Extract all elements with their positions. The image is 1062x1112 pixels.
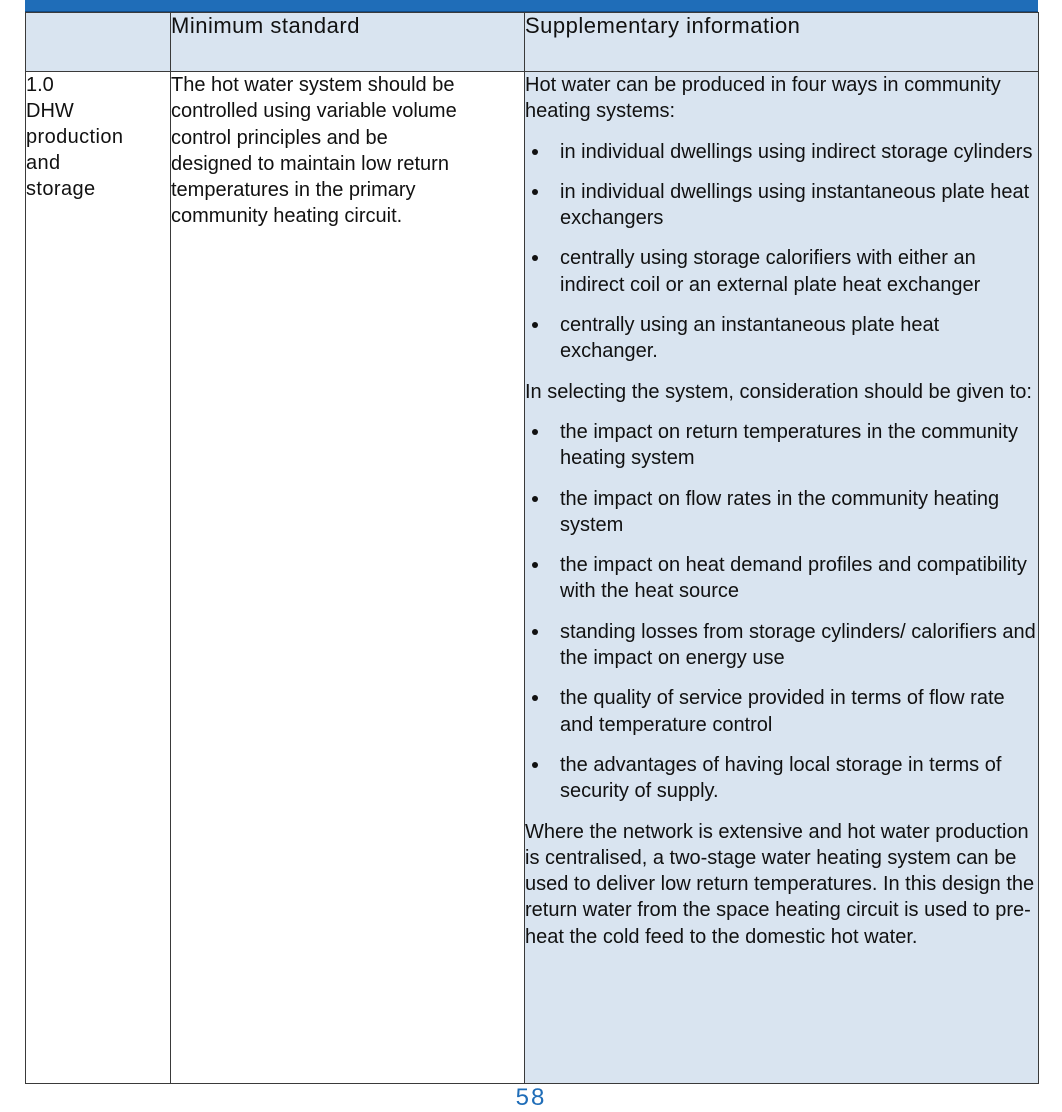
list-item [525,552,1038,605]
list-item [525,312,1038,365]
closing-paragraph: Where the network is extensive and hot water production is centralised, a two-stage water heating system can be used to deliver low return temperatures. In this design the return water from the space heating circuit is used to pre-heat the cold feed to the domestic hot water. [525,820,1035,948]
list-item [525,179,1038,232]
method-text: in individual dwellings using instantaneous plate heat exchangers [560,180,1030,230]
section-title-line: and [26,152,61,174]
supplementary-cell [525,72,1039,1084]
section-title-line: DHW [26,100,74,122]
section-cell [26,72,171,1084]
header-blank-cell [26,13,171,72]
list-item [525,486,1038,539]
top-accent-bar [25,0,1038,12]
consideration-text: the quality of service provided in terms of flow rate and temperature control [560,687,1005,736]
bullet-icon [532,695,538,701]
header-supplementary-information: Supplementary information [525,13,1039,72]
bullet-icon [532,255,538,261]
list-item [525,752,1038,805]
bullet-icon [532,496,538,502]
minimum-standard-line: controlled using variable volume [171,100,457,123]
consideration-text: the impact on return temperatures in the community heating system [560,420,1018,470]
list-item [525,139,1038,165]
consideration-text: standing losses from storage cylinders/ calorifiers and the impact on energy use [560,620,1036,670]
table-header-row [26,13,1039,72]
standards-table [25,12,1039,1084]
method-text: centrally using an instantaneous plate heat exchanger. [560,314,940,363]
bullet-icon [532,429,538,435]
bullet-icon [532,562,538,568]
list-item [525,419,1038,472]
section-title-line: production [26,126,124,148]
list-item [525,245,1038,298]
methods-list [525,139,1038,365]
bullet-icon [532,149,538,155]
minimum-standard-line: designed to maintain low return [171,152,449,175]
section-number: 1.0 [26,74,54,96]
minimum-standard-line: The hot water system should be [171,74,455,96]
section-title-line: storage [26,178,96,200]
minimum-standard-line: community heating circuit. [171,205,403,228]
bullet-icon [532,189,538,195]
list-item [525,685,1038,738]
table-row [26,72,1039,1084]
selection-intro: In selecting the system, consideration should be given to: [525,380,1032,403]
header-minimum-standard: Minimum standard [171,13,525,72]
method-text: centrally using storage calorifiers with either an indirect coil or an external plate heat exchanger [560,247,981,296]
considerations-list [525,419,1038,805]
bullet-icon [532,322,538,328]
bullet-icon [532,762,538,768]
bullet-icon [532,629,538,635]
consideration-text: the impact on heat demand profiles and compatibility with the heat source [560,554,1027,603]
minimum-standard-line: control principles and be [171,126,388,149]
page-number: 58 [515,1084,547,1111]
method-text: in individual dwellings using indirect storage cylinders [560,140,1033,163]
minimum-standard-cell [171,72,525,1084]
list-item [525,619,1038,672]
consideration-text: the impact on flow rates in the community heating system [560,487,1000,536]
consideration-text: the advantages of having local storage in terms of security of supply. [560,753,1002,803]
supplementary-intro: Hot water can be produced in four ways in community heating systems: [525,74,1001,123]
minimum-standard-line: temperatures in the primary [171,179,416,202]
